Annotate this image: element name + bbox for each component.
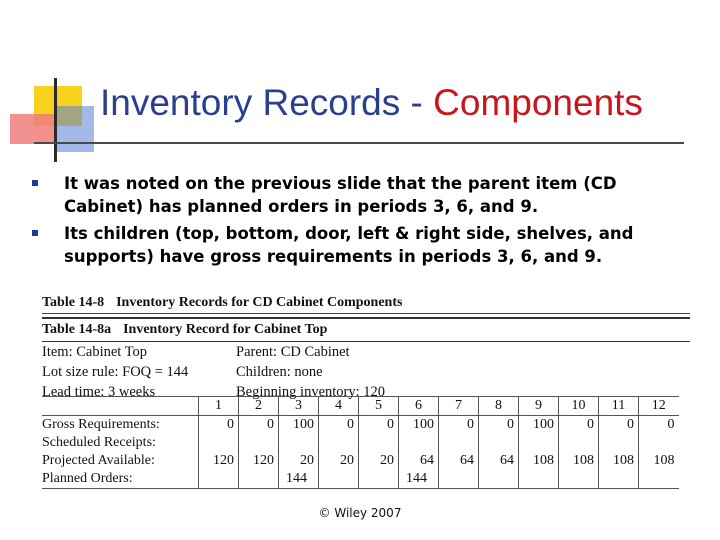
table-cell: 0 bbox=[439, 416, 479, 435]
square-bullet-icon bbox=[32, 180, 38, 186]
table-cell bbox=[599, 470, 639, 489]
table-row bbox=[42, 452, 679, 470]
table-cell bbox=[639, 434, 679, 452]
table-row bbox=[42, 470, 679, 489]
table-cell bbox=[199, 470, 239, 489]
table-cell: 20 bbox=[279, 452, 319, 470]
table-cell: 64 bbox=[479, 452, 519, 470]
period-cell: 11 bbox=[599, 397, 639, 416]
table-heading-text: Inventory Records for CD Cabinet Components bbox=[116, 295, 403, 310]
table-cell: 0 bbox=[639, 416, 679, 435]
period-cell: 4 bbox=[319, 397, 359, 416]
info-left: Item: Cabinet Top bbox=[42, 344, 148, 360]
slide-title bbox=[100, 82, 643, 124]
table-cell: 20 bbox=[359, 452, 399, 470]
table-row bbox=[42, 434, 679, 452]
period-cell: 8 bbox=[479, 397, 519, 416]
table-cell bbox=[319, 434, 359, 452]
info-right: Children: none bbox=[236, 364, 323, 380]
table-cell: 64 bbox=[439, 452, 479, 470]
period-cell: 2 bbox=[239, 397, 279, 416]
table-cell: 120 bbox=[199, 452, 239, 470]
info-left: Lead time: 3 weeks bbox=[42, 384, 156, 400]
logo-blue-square bbox=[54, 106, 94, 152]
info-left: Lot size rule: FOQ = 144 bbox=[42, 364, 189, 380]
table-cell: 0 bbox=[199, 416, 239, 435]
table-cell bbox=[279, 434, 319, 452]
period-cell: 5 bbox=[359, 397, 399, 416]
table-heading bbox=[42, 292, 690, 314]
table-cell bbox=[479, 434, 519, 452]
period-cell: 3 bbox=[279, 397, 319, 416]
period-cell: 12 bbox=[639, 397, 679, 416]
table-cell: 0 bbox=[359, 416, 399, 435]
table-cell bbox=[399, 434, 439, 452]
table-cell bbox=[239, 434, 279, 452]
title-underline bbox=[34, 142, 684, 144]
title-main: Inventory Records - bbox=[100, 82, 434, 123]
table-subheading bbox=[42, 317, 690, 342]
period-header-blank bbox=[42, 397, 199, 416]
table-cell bbox=[439, 470, 479, 489]
table-cell bbox=[319, 470, 359, 489]
table-heading-number: Table 14-8 bbox=[42, 295, 105, 310]
bullet-item bbox=[30, 172, 700, 218]
table-cell bbox=[559, 470, 599, 489]
table-cell bbox=[239, 470, 279, 489]
inventory-table bbox=[42, 292, 690, 402]
period-cell: 1 bbox=[199, 397, 239, 416]
table-cell: 108 bbox=[599, 452, 639, 470]
period-cell: 10 bbox=[559, 397, 599, 416]
info-right: Beginning inventory: 120 bbox=[236, 384, 386, 400]
table-cell: 20 bbox=[319, 452, 359, 470]
period-header-row bbox=[42, 397, 679, 416]
table-cell bbox=[519, 470, 559, 489]
table-cell: 144 bbox=[399, 470, 439, 489]
table-cell: 100 bbox=[399, 416, 439, 435]
table-cell: 144 bbox=[279, 470, 319, 489]
table-cell bbox=[359, 470, 399, 489]
period-cell: 7 bbox=[439, 397, 479, 416]
bullet-list bbox=[30, 172, 700, 272]
table-cell: 0 bbox=[239, 416, 279, 435]
table-cell: 108 bbox=[559, 452, 599, 470]
info-right: Parent: CD Cabinet bbox=[236, 344, 350, 360]
table-cell: 100 bbox=[279, 416, 319, 435]
table-cell: 0 bbox=[319, 416, 359, 435]
info-row bbox=[42, 362, 690, 382]
period-cell: 9 bbox=[519, 397, 559, 416]
bullet-text: Its children (top, bottom, door, left & right side, shelves, and supports) have gross requirements in periods 3, 6, and 9. bbox=[64, 224, 634, 266]
table-cell bbox=[439, 434, 479, 452]
bullet-text: It was noted on the previous slide that the parent item (CD Cabinet) has planned orders in periods 3, 6, and 9. bbox=[64, 174, 617, 216]
table-cell: 0 bbox=[479, 416, 519, 435]
table-cell: 120 bbox=[239, 452, 279, 470]
table-cell bbox=[519, 434, 559, 452]
footer-copyright: © Wiley 2007 bbox=[318, 506, 402, 520]
table-cell: 0 bbox=[599, 416, 639, 435]
table-cell: 0 bbox=[559, 416, 599, 435]
row-label: Planned Orders: bbox=[42, 470, 199, 489]
bullet-item bbox=[30, 222, 700, 268]
table-subheading-text: Inventory Record for Cabinet Top bbox=[123, 322, 328, 337]
table-cell bbox=[599, 434, 639, 452]
table-row bbox=[42, 416, 679, 435]
table-cell bbox=[559, 434, 599, 452]
row-label: Gross Requirements: bbox=[42, 417, 160, 432]
table-cell: 108 bbox=[519, 452, 559, 470]
logo-red-square bbox=[10, 114, 56, 144]
table-cell: 100 bbox=[519, 416, 559, 435]
logo-vertical-line bbox=[54, 78, 57, 162]
info-row bbox=[42, 342, 690, 362]
row-label: Scheduled Receipts: bbox=[42, 435, 156, 450]
title-accent: Components bbox=[433, 82, 643, 123]
table-cell: 108 bbox=[639, 452, 679, 470]
table-subheading-number: Table 14-8a bbox=[42, 322, 112, 337]
row-label: Projected Available: bbox=[42, 453, 155, 468]
table-cell bbox=[359, 434, 399, 452]
table-cell: 64 bbox=[399, 452, 439, 470]
mrp-grid bbox=[42, 396, 679, 489]
table-cell bbox=[199, 434, 239, 452]
table-cell bbox=[479, 470, 519, 489]
table-cell bbox=[639, 470, 679, 489]
square-bullet-icon bbox=[32, 230, 38, 236]
period-cell: 6 bbox=[399, 397, 439, 416]
